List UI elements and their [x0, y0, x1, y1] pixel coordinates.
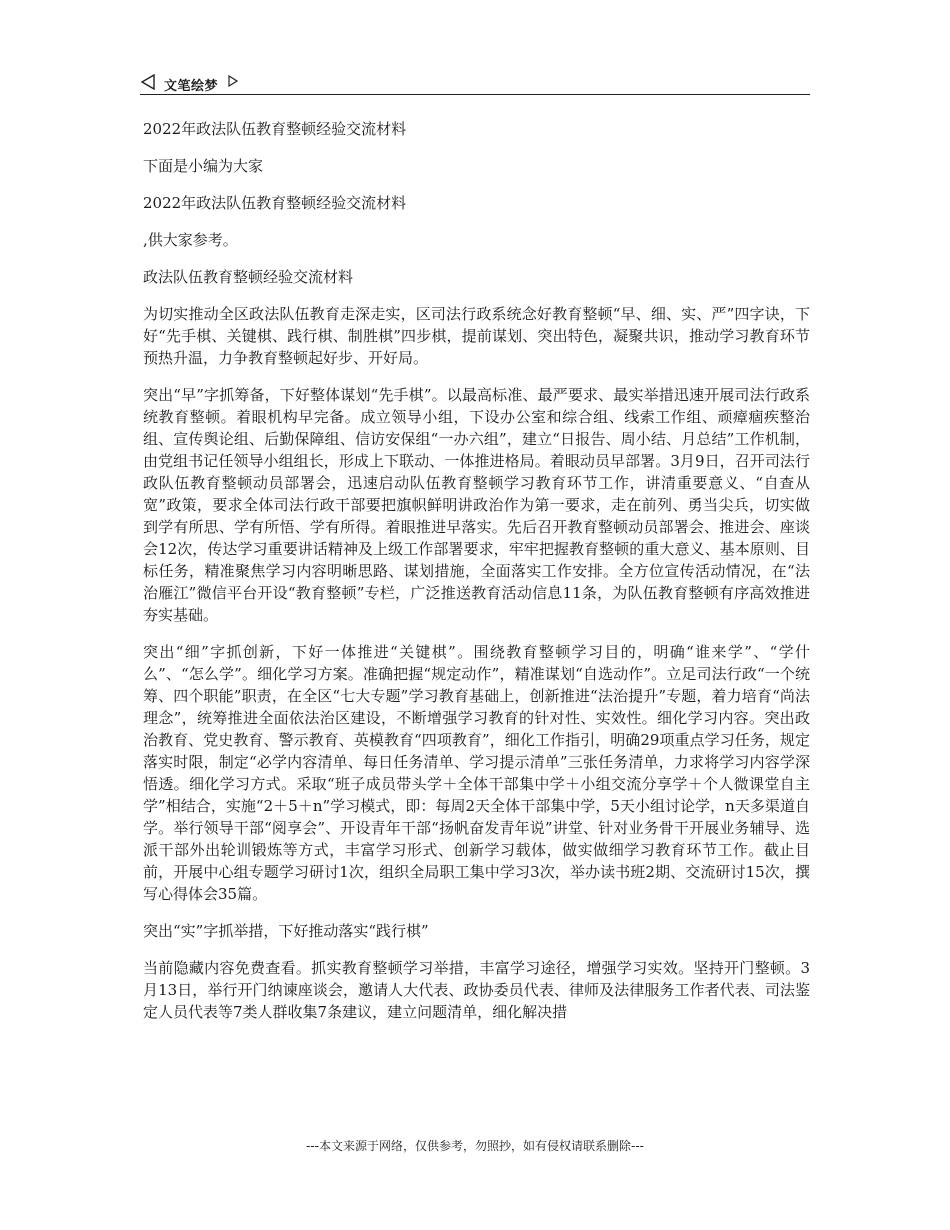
document-title-repeat: 2022年政法队伍教育整顿经验交流材料 — [143, 194, 407, 212]
paragraph-early: 突出“早”字抓筹备，下好整体谋划“先手棋”。以最高标准、最严要求、最实举措迅速开展司法行政系统教育整顿。着眼机构早完备。成立领导小组，下设办公室和综合组、线索工作组、顽瘴痼疾整治组、宣传舆论组、后勤保障组、信访安保组“一办六组”，建立“日报告、周小结、月总结”工作机制，由党组书记任领导小组组长，形成上下联动、一体推进格局。着眼动员早部署。3月9日，召开司法行政队伍教育整顿动员部署会，迅速启动队伍教育整顿学习教育环节工作，讲清重要意义、“自查从宽”政策，要求全体司法行政干部要把旗帜鲜明讲政治作为第一要求，走在前列、勇当尖兵，切实做到学有所思、学有所悟、学有所得。着眼推进早落实。先后召开教育整顿动员部署会、推进会、座谈会12次，传达学习重要讲话精神及上级工作部署要求，牢牢把握教育整顿的重大意义、基本原则、目标任务，精准聚焦学习内容明晰思路、谋划措施，全面落实工作安排。全方位宣传活动情况，在“法治雁江”微信平台开设“教育整顿”专栏，广泛推送教育活动信息11条，为队伍教育整顿有序高效推进夯实基础。 — [143, 386, 810, 624]
brand-name: 文笔绘梦 — [164, 79, 219, 94]
intro-line-end: ,供大家参考。 — [143, 231, 238, 249]
paragraph-practice-heading: 突出“实”字抓举措，下好推动落实“践行棋” — [143, 922, 429, 940]
document-title: 2022年政法队伍教育整顿经验交流材料 — [143, 120, 407, 138]
triangle-left-outline-icon[interactable] — [140, 74, 156, 90]
intro-line: 下面是小编为大家 — [143, 157, 264, 175]
document-header — [140, 72, 810, 95]
paragraph-detail: 突出“细”字抓创新，下好一体推进“关键棋”。围绕教育整顿学习目的，明确“谁来学”、“学什么”、“怎么学”。细化学习方案。准确把握“规定动作”，精准谋划“自选动作”。立足司法行政“一个统筹、四个职能”职责，在全区“七大专题”学习教育基础上，创新推进“法治提升”专题，着力培育“尚法理念”，统筹推进全面依法治区建设，不断增强学习教育的针对性、实效性。细化学习内容。突出政治教育、党史教育、警示教育、英模教育“四项教育”，细化工作指引，明确29项重点学习任务，规定落实时限，制定“必学内容清单、每日任务清单、学习提示清单”三张任务清单，力求将学习内容学深悟透。细化学习方式。采取“班子成员带头学＋全体干部集中学＋小组交流分享学＋个人微课堂自主学”相结合，实施“2＋5＋n”学习模式，即：每周2天全体干部集中学，5天小组讨论学，n天多渠道自学。举行领导干部“阅享会”、开设青年干部“扬帆奋发青年说”讲堂、针对业务骨干开展业务辅导、选派干部外出轮训锻炼等方式，丰富学习形式、创新学习载体，做实做细学习教育环节工作。截止目前，开展中心组专题学习研讨1次，组织全局职工集中学习3次，举办读书班2期、交流研讨15次，撰写心得体会35篇。 — [143, 643, 810, 903]
paragraph-practice: 当前隐藏内容免费查看。抓实教育整顿学习举措，丰富学习途径，增强学习实效。坚持开门整顿。3月13日，举行开门纳谏座谈会，邀请人大代表、政协委员代表、律师及法律服务工作者代表、司法鉴定人员代表等7类人群收集7条建议，建立问题清单，细化解决措 — [143, 959, 810, 1021]
document-body — [143, 118, 810, 1038]
footer-notice: ---本文来源于网络，仅供参考，勿照抄，如有侵权请联系删除--- — [306, 1139, 644, 1153]
section-heading: 政法队伍教育整顿经验交流材料 — [143, 268, 354, 286]
triangle-right-outline-icon[interactable] — [228, 75, 238, 87]
paragraph-intro: 为切实推动全区政法队伍教育走深走实，区司法行政系统念好教育整顿“早、细、实、严”四字诀，下好“先手棋、关键棋、践行棋、制胜棋”四步棋，提前谋划、突出特色，凝聚共识，推动学习教育环节预热升温，力争教育整顿起好步、开好局。 — [143, 305, 810, 367]
